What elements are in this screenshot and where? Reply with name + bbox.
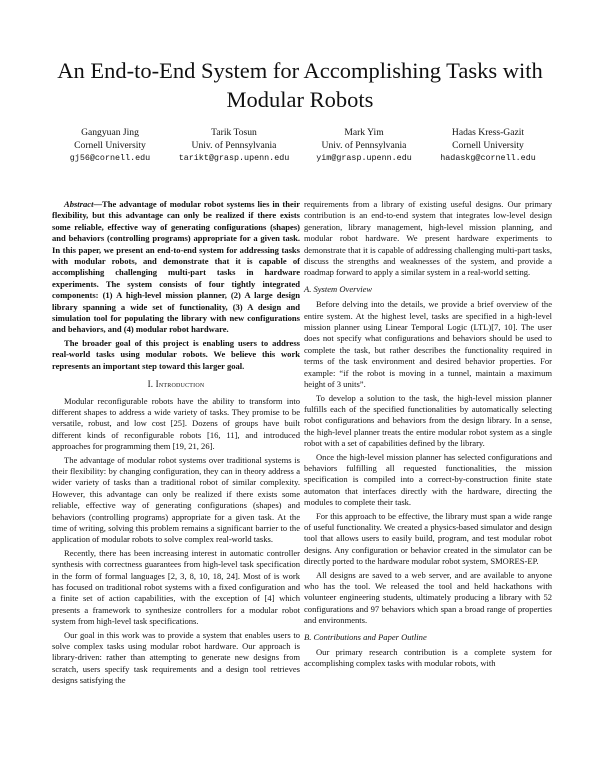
author-name: Hadas Kress-Gazit xyxy=(451,127,525,138)
abstract-label: Abstract xyxy=(64,199,94,209)
overview-paragraph: To develop a solution to the task, the high-level mission planner fulfills each of the specified functionalities by automatically selecting robot configurations and behaviors from the design library. In a sense, the high-level planner treats the entire modular robot system as a single robot with a set of capabilities defined by the library. xyxy=(304,392,552,449)
author-email[interactable]: hadaskg@cornell.edu xyxy=(440,153,536,164)
intro-paragraph-continued: requirements from a library of existing useful designs. Our primary contribution is an end-to-end system that integrates low-level design generation, library management, high-level mission planning, and modular robot hardware. We present hardware experiments to demonstrate that it is capable of addressing challenging multi-part tasks, discuss the strengths and weaknesses of the system, and provide a roadmap forward to apply a similar system in a real-world setting. xyxy=(304,199,552,278)
overview-paragraph: For this approach to be effective, the library must span a wide range of useful functionality. We created a physics-based simulator and design tool that allows users to easily build, program, and test modular robot designs. Any configuration or behavior created in the simulator can be directly ported to the hardware modular robot system, SMORES-EP. xyxy=(304,510,552,567)
author-affiliation: Univ. of Pennsylvania xyxy=(321,139,407,151)
overview-paragraph: Before delving into the details, we provide a brief overview of the entire system. At the highest level, tasks are specified in a high-level mission planner using Linear Temporal Logic (LTL)[7, 10]. The user does not specify what configurations and behaviors should be used to complete the task, but rather describes the functionality required in terms of the task environment and desired behavior properties. For example: “if the robot is moving in a tunnel, maintain a maximum height of 3 units”. xyxy=(304,299,552,390)
author-email[interactable]: gj56@cornell.edu xyxy=(69,153,151,164)
author-affiliation: Cornell University xyxy=(452,139,524,151)
intro-paragraph: Our goal in this work was to provide a system that enables users to solve complex tasks using modular robot hardware. Our approach is library-driven: rather than attempting to generate new designs from scratch, users specify task requirements and a design tool retrieves designs satisfying the xyxy=(52,629,300,686)
intro-paragraph: The advantage of modular robot systems over traditional systems is their flexibility: by changing configuration, they can in theory address a wider variety of tasks than a traditional robot of similar complexity. However, this advantage can only be realized if there exists some reliable, effective way of generating configurations (shapes) and behaviors (controlling programs) appropriate for a given task. At the time of writing, solving this problem remains a significant barrier to the application of modular robots to solve complex real-world tasks. xyxy=(52,454,300,545)
overview-paragraph: All designs are saved to a web server, and are available to anyone who has the tool. We released the tool and held hackathons with volunteer engineering students, ultimately producing a library with 52 configurations and 97 behaviors which span a broad range of properties and environments. xyxy=(304,569,552,626)
abstract-text: —The advantage of modular robot systems lies in their flexibility, but this advantage can only be realized if there exists some reliable, effective way of generating configurations (shapes) and behaviors (controlling programs) appropriate for a given task. In this paper, we present an end-to-end system for addressing tasks with modular robots, and demonstrate that it is capable of accomplishing challenging multi-part tasks in hardware experiments. The system consists of four tightly integrated components: (1) A high-level mission planner, (2) A large design library spanning a wide set of functionality, (3) A design and simulation tool for populating the library with new configurations and behaviors, and (4) modular robot hardware. xyxy=(52,199,300,335)
author-4 xyxy=(418,127,558,165)
intro-paragraph: Modular reconfigurable robots have the ability to transform into different shapes to address a wide variety of tasks. They promise to be versatile, robust, and low cost [25]. Dozens of groups have built different kinds of reconfigurable robots [16, 11], and introduced approaches for programming them [19, 21, 26]. xyxy=(52,395,300,452)
author-email[interactable]: tarikt@grasp.upenn.edu xyxy=(178,153,290,164)
right-column xyxy=(304,199,552,670)
left-column xyxy=(52,199,300,687)
author-email[interactable]: yim@grasp.upenn.edu xyxy=(316,153,412,164)
contributions-paragraph: Our primary research contribution is a complete system for accomplishing complex tasks with modular robots, with xyxy=(304,647,552,669)
abstract-text-2: The broader goal of this project is enabling users to address real-world tasks using modular robots. We believe this work represents an important step toward this larger goal. xyxy=(52,337,300,371)
overview-paragraph: Once the high-level mission planner has selected configurations and behaviors fulfilling all requested functionalities, the mission specification is compiled into a correct-by-construction finite state automaton that interfaces directly with the hardware, directing the modules to complete their task. xyxy=(304,451,552,508)
author-block xyxy=(40,127,560,167)
author-name: Mark Yim xyxy=(344,127,384,138)
subsection-heading-system-overview: A. System Overview xyxy=(304,283,373,294)
author-name: Gangyuan Jing xyxy=(81,127,139,138)
author-3 xyxy=(294,127,434,165)
abstract xyxy=(52,199,300,336)
paper-title: An End-to-End System for Accomplishing Tasks with Modular Robots xyxy=(57,58,543,112)
author-2 xyxy=(164,127,304,165)
author-affiliation: Univ. of Pennsylvania xyxy=(191,139,277,151)
section-heading-introduction: I. Introduction xyxy=(147,379,205,390)
author-affiliation: Cornell University xyxy=(74,139,146,151)
author-1 xyxy=(40,127,180,165)
intro-paragraph: Recently, there has been increasing interest in automatic controller synthesis with correctness guarantees from high-level task specification in the form of formal languages [2, 3, 8, 10, 18, 24]. Most of is work has focused on traditional robot systems with a fixed configuration and a finite set of action capabilities, with the exception of [4] which presents a framework to synthesize controllers for a modular robot system from high-level task specifications. xyxy=(52,547,300,627)
subsection-heading-contributions: B. Contributions and Paper Outline xyxy=(304,631,427,642)
author-name: Tarik Tosun xyxy=(211,127,257,138)
